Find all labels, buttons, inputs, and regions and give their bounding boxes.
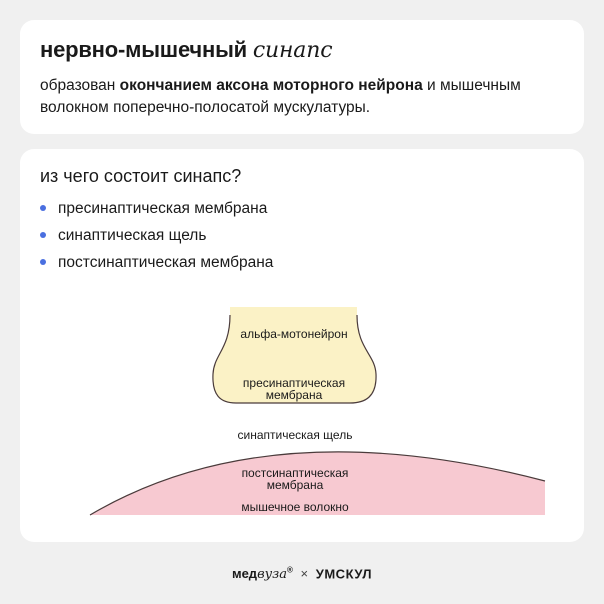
- title-italic: синапс: [252, 38, 333, 63]
- page-title: [40, 37, 332, 63]
- intro-bold: окончанием аксона моторного нейрона: [119, 77, 423, 94]
- muscle-fiber-label: мышечное волокно: [241, 500, 349, 514]
- separator-icon: ×: [300, 566, 309, 582]
- brand-medvuza-logo: медвуза®: [231, 566, 293, 583]
- list-item: пресинаптическая мембрана: [40, 199, 273, 226]
- intro-part-1: образован: [40, 77, 120, 94]
- title-bold: нервно-мышечный: [40, 37, 247, 62]
- postsynaptic-label-line2: мембрана: [266, 478, 324, 492]
- definition-card: [20, 20, 584, 134]
- intro-text: [40, 75, 560, 119]
- presynaptic-label-line2: мембрана: [265, 388, 323, 402]
- postsynaptic-label-line1: постсинаптическая: [241, 466, 349, 480]
- synapse-diagram: [20, 149, 584, 542]
- synaptic-cleft-label: синаптическая щель: [237, 428, 353, 442]
- intro-part-2: и мышечным волокном поперечно-полосатой мускулатуры.: [40, 77, 521, 116]
- list-item: синаптическая щель: [40, 226, 273, 253]
- list-item: постсинаптическая мембрана: [40, 253, 273, 280]
- footer-brands: [0, 560, 604, 582]
- structure-card: [20, 149, 584, 542]
- question-heading: из чего состоит синапс?: [40, 166, 242, 186]
- neuron-label: альфа-мотонейрон: [240, 327, 348, 341]
- brand-umskul-logo: УМСКУЛ: [315, 566, 373, 582]
- presynaptic-label-line1: пресинаптическая: [242, 376, 346, 390]
